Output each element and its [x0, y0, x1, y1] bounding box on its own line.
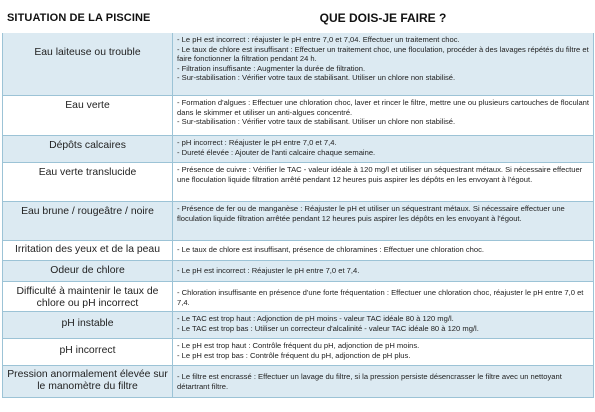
table-row — [3, 261, 594, 282]
actions-cell — [173, 339, 594, 366]
action-line: - Chloration insuffisante en présence d'une forte fréquentation : Effectuer une chloration choc, réajuster le pH entre 7,0 et 7,4. — [177, 288, 584, 307]
action-line: - Le taux de chlore est insuffisant : Effectuer un traitement choc, une floculation, procéder à des lavages répétés du filtre et faire fonctionner la filtration pendant 24 h. — [177, 44, 589, 64]
situation-cell: Eau laiteuse ou trouble — [3, 33, 173, 96]
situation-cell: Irritation des yeux et de la peau — [3, 241, 173, 261]
action-line: - Le pH est incorrect : réajuster le pH entre 7,0 et 7,04. Effectuer un traitement choc. — [177, 35, 460, 44]
action-line: - Présence de fer ou de manganèse : Réajuster le pH et utiliser un séquestrant métaux. Si nécessaire effectuer une floculation liquide filtration arrêtée pendant 12 heures puis aspirer les dépôts en les envoyant à l'égout. — [177, 204, 565, 223]
table-body — [3, 33, 594, 398]
situation-cell: Eau verte — [3, 96, 173, 136]
table-row — [3, 312, 594, 339]
actions-cell — [173, 282, 594, 312]
table-row — [3, 163, 594, 202]
situation-cell: Difficulté à maintenir le taux de chlore ou pH incorrect — [3, 282, 173, 312]
actions-cell — [173, 163, 594, 202]
action-line: - Dureté élevée : Ajouter de l'anti calcaire chaque semaine. — [177, 147, 376, 157]
actions-cell — [173, 241, 594, 261]
action-line: - Le taux de chlore est insuffisant, présence de chloramines : Effectuer une chloration choc. — [177, 245, 485, 254]
actions-cell — [173, 261, 594, 282]
actions-cell — [173, 136, 594, 163]
action-line: - pH incorrect : Réajuster le pH entre 7,0 et 7,4. — [177, 138, 337, 147]
table-row — [3, 202, 594, 241]
situation-cell: Dépôts calcaires — [3, 136, 173, 163]
action-line: - Le pH est trop haut : Contrôle fréquent du pH, adjonction de pH moins. — [177, 341, 420, 350]
actions-cell — [173, 33, 594, 96]
situation-cell: Eau verte translucide — [3, 163, 173, 202]
troubleshooting-table-container — [2, 2, 593, 398]
table-row — [3, 339, 594, 366]
actions-cell — [173, 202, 594, 241]
actions-cell — [173, 366, 594, 398]
actions-cell — [173, 96, 594, 136]
action-line: - Le filtre est encrassé : Effectuer un lavage du filtre, si la pression persiste désencrasser le filtre avec un nettoyant détartrant filtre. — [177, 372, 562, 391]
action-line: - Le TAC est trop bas : Utiliser un correcteur d'alcalinité - valeur TAC idéale 80 à 120 mg/l. — [177, 323, 479, 333]
situation-cell: pH incorrect — [3, 339, 173, 366]
action-line: - Filtration insuffisante : Augmenter la durée de filtration. — [177, 63, 366, 73]
situation-cell: Odeur de chlore — [3, 261, 173, 282]
table-row — [3, 96, 594, 136]
table-row — [3, 366, 594, 398]
action-line: - Formation d'algues : Effectuer une chloration choc, laver et rincer le filtre, mettre une ou plusieurs cartouches de floculant dans le skimmer et utiliser un anti-algues concentré. — [177, 98, 590, 117]
action-line: - Le pH est incorrect : Réajuster le pH entre 7,0 et 7,4. — [177, 266, 360, 275]
action-line: - Le pH est trop bas : Contrôle fréquent du pH, adjonction de pH plus. — [177, 350, 411, 360]
action-line: - Présence de cuivre : Vérifier le TAC - valeur idéale à 120 mg/l et utiliser un séquestrant métaux. Si nécessaire effectuer une floculation liquide filtration arrêté pendant 12 heures puis aspirer les dépôts en les envoyant à l'égout. — [177, 165, 583, 184]
header-actions: QUE DOIS-JE FAIRE ? — [173, 3, 594, 33]
table-row — [3, 282, 594, 312]
header-row — [3, 3, 594, 33]
table-row — [3, 136, 594, 163]
table-row — [3, 33, 594, 96]
action-line: - Le TAC est trop haut : Adjonction de pH moins - valeur TAC idéale 80 à 120 mg/l. — [177, 314, 454, 323]
action-line: - Sur-stabilisation : Vérifier votre taux de stabilisant. Utiliser un chlore non stabilisé. — [177, 117, 456, 127]
table-row — [3, 241, 594, 261]
actions-cell — [173, 312, 594, 339]
header-situation: SITUATION DE LA PISCINE — [3, 3, 173, 33]
situation-cell: Eau brune / rougeâtre / noire — [3, 202, 173, 241]
situation-cell: pH instable — [3, 312, 173, 339]
pool-troubleshooting-table — [2, 2, 594, 398]
situation-cell: Pression anormalement élevée sur le manomètre du filtre — [3, 366, 173, 398]
action-line: - Sur-stabilisation : Vérifier votre taux de stabilisant. Utiliser un chlore non stabilisé. — [177, 73, 456, 83]
